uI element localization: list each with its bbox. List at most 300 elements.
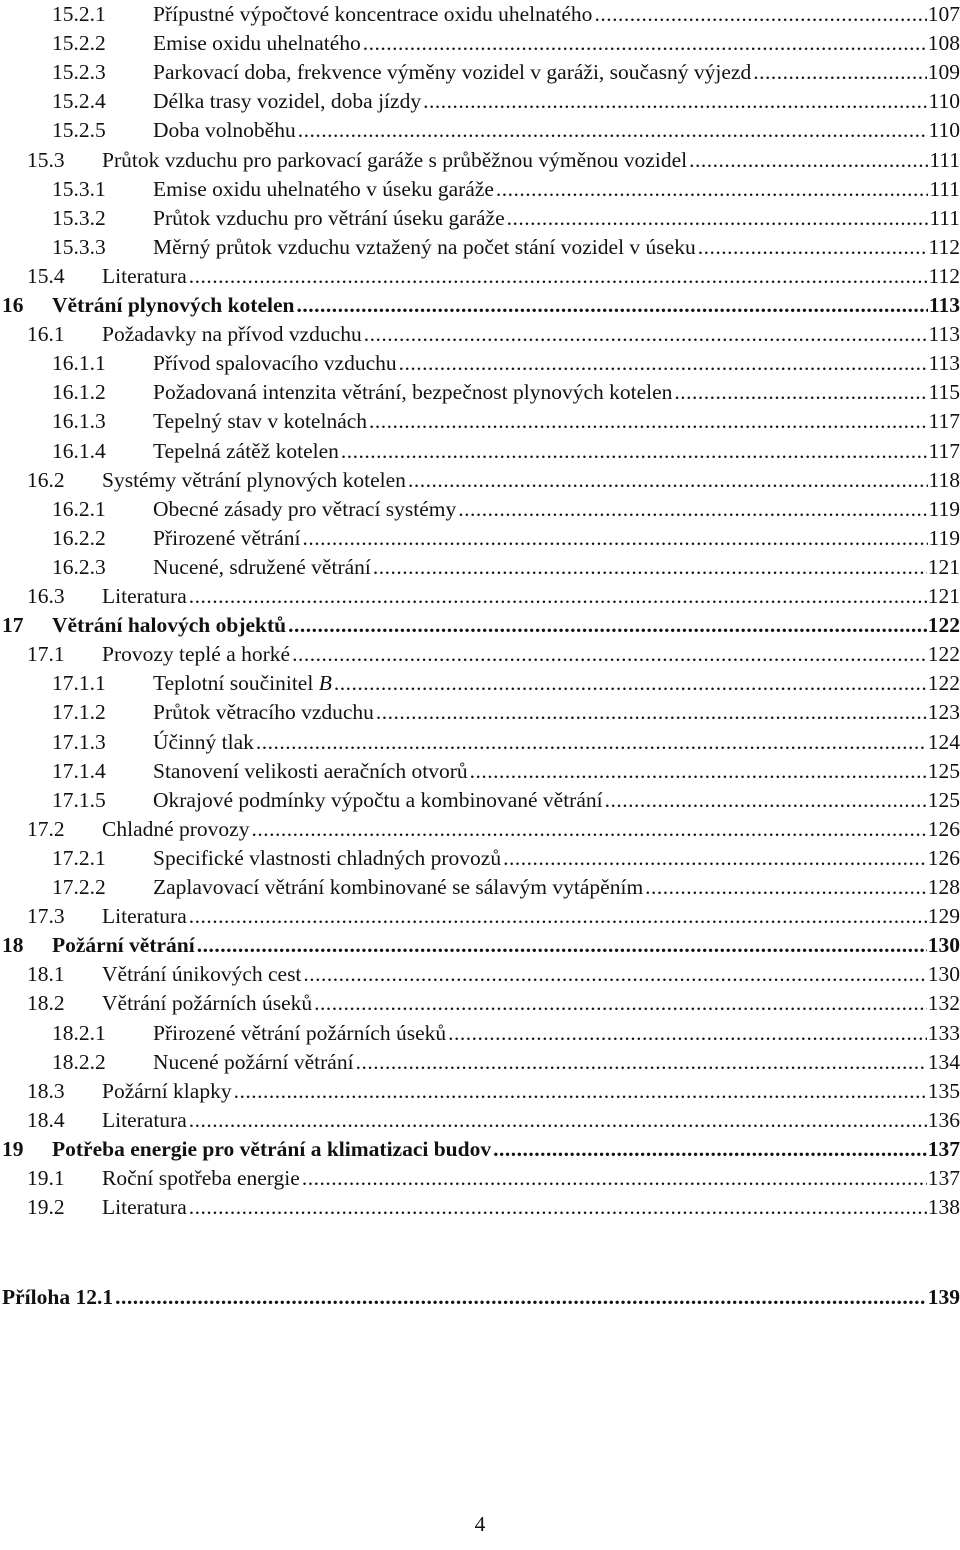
toc-entry[interactable] [0,87,960,116]
toc-entry-page: 118 [928,467,960,492]
dot-leader [339,437,928,466]
toc-entry-title [153,175,494,204]
toc-entry-page: 109 [927,60,960,85]
toc-entry-body [153,0,960,29]
dot-leader [603,786,927,815]
toc-entry[interactable] [0,1193,960,1222]
toc-entry-page: 125 [927,787,960,812]
toc-entry-page: 130 [927,933,960,958]
toc-entry-title [153,728,254,757]
dot-leader [406,466,928,495]
toc-entry-number: 17.1.4 [52,758,106,783]
toc-entry-title-text: Specifické vlastnosti chladných provozů [153,845,502,870]
toc-entry-page: 128 [927,875,960,899]
toc-entry-title-text: Průtok vzduchu pro parkovací garáže s průběžnou výměnou vozidel [102,147,688,172]
toc-entry-title [102,815,249,844]
toc-entry[interactable] [0,1048,960,1077]
toc-entry-title [52,931,195,960]
toc-entry[interactable] [0,1106,960,1135]
toc-entry-body [102,1164,960,1193]
toc-entry-number: 17.1.2 [52,700,106,725]
toc-entry-title [153,669,332,698]
toc-entry-title [153,378,672,407]
toc-entry-page: 112 [928,234,960,259]
dot-leader [354,1048,927,1077]
toc-entry-number: 15.3.1 [52,176,106,201]
toc-entry[interactable] [0,320,960,349]
toc-entry-title-text: Přípustné výpočtové koncentrace oxidu uhelnatého [153,2,593,26]
toc-entry-page: 126 [927,816,960,841]
dot-leader [332,669,927,698]
toc-entry-title [153,116,296,145]
toc-entry-body [153,1019,960,1048]
toc-entry-body [52,1135,960,1164]
toc-entry[interactable] [0,728,960,757]
toc-entry-number: 18.2.1 [52,1020,106,1045]
toc-entry-page: 121 [927,554,960,579]
toc-entry[interactable] [0,611,960,640]
toc-entry-title-text: Chladné provozy [102,816,250,841]
toc-entry-title-text: Systémy větrání plynových kotelen [102,467,406,492]
toc-entry-page: 135 [927,1078,960,1103]
toc-entry-title [153,1048,354,1077]
toc-entry-number: 16.2 [27,467,65,492]
toc-entry-page: 130 [927,962,960,987]
dot-leader [294,291,927,320]
toc-entry-body [153,524,960,553]
toc-entry-page: 137 [927,1136,960,1161]
toc-entry-title [102,989,312,1018]
toc-entry-title [153,844,501,873]
toc-entry-body [52,611,960,640]
toc-entry-title [153,29,361,58]
toc-entry-title-text: Parkovací doba, frekvence výměny vozidel v garáži, současný výjezd [153,60,752,85]
toc-entry-number: 16.1.2 [52,380,106,405]
toc-entry-page: 139 [927,1285,960,1309]
toc-entry-title-text: Nucené požární větrání [153,1049,354,1074]
toc-entry-number: 18.1 [27,962,65,987]
toc-entry-page: 111 [929,176,960,201]
toc-entry-title [102,902,187,931]
toc-entry-number: 17.1.5 [52,787,106,812]
toc-entry-body [102,262,960,291]
toc-entry-page: 115 [928,380,960,405]
dot-leader [286,611,927,640]
toc-entry-title [52,611,286,640]
toc-entry[interactable] [0,58,960,87]
toc-entry[interactable] [0,1019,960,1048]
toc-entry-title-text: Potřeba energie pro větrání a klimatizaci budov [52,1136,492,1161]
toc-entry-title-text: Větrání požárních úseků [102,991,313,1016]
toc-entry-number: 16.2.3 [52,554,106,579]
toc-entry-number: 17.1.3 [52,729,106,754]
toc-entry-page: 111 [929,147,960,172]
toc-entry-number: 17.2 [27,816,65,841]
toc-entry[interactable] [0,407,960,436]
toc-entry-title [102,960,301,989]
toc-entry-title-text: Emise oxidu uhelnatého v úseku garáže [153,176,494,201]
dot-leader [371,553,927,582]
toc-entry-title-text: Přívod spalovacího vzduchu [153,351,397,376]
toc-entry[interactable] [0,989,960,1018]
toc-entry-title-text: Příloha 12.1 [2,1285,114,1309]
toc-entry[interactable] [0,669,960,698]
toc-entry-body [153,669,960,698]
toc-entry-title [102,146,687,175]
toc-entry-number: 17.2.2 [52,875,106,899]
dot-leader [300,1164,927,1193]
toc-entry[interactable] [0,175,960,204]
toc-entry[interactable] [0,1164,960,1193]
toc-entry-body [153,407,960,436]
toc-entry-number: 18.4 [27,1107,65,1132]
toc-entry[interactable] [0,553,960,582]
dot-leader [696,233,928,262]
toc-entry-title [153,698,374,727]
toc-entry-body [153,757,960,786]
toc-entry-page: 123 [927,700,960,725]
toc-entry-body [102,146,960,175]
toc-entry-body [102,1106,960,1135]
toc-entry-body [153,349,960,378]
toc-entry-title [153,495,456,524]
toc-entry-body [153,873,960,902]
toc-entry-title [102,320,362,349]
toc-entry-number: 15.3.2 [52,205,106,230]
toc-entry-title [102,1106,187,1135]
toc-entry-body [153,204,960,233]
toc-entry-title-text: Roční spotřeba energie [102,1166,300,1190]
toc-entry-number: 17.3 [27,904,65,929]
toc-entry-body [153,437,960,466]
toc-entry-page: 111 [929,205,960,230]
toc-entry-body [153,495,960,524]
toc-entry-title-text: Literatura [102,263,187,288]
toc-entry-body [102,582,960,611]
dot-leader [643,873,927,902]
toc-entry-page: 119 [928,496,960,521]
toc-entry-body [52,931,960,960]
toc-entry-page: 108 [927,31,960,56]
dot-leader [672,378,927,407]
toc-entry-page: 122 [927,642,960,667]
toc-entry-title-text: Teplotní součinitel [153,671,314,696]
toc-entry-number: 16.1.4 [52,438,106,463]
toc-entry-number: 16.2.2 [52,525,106,550]
toc-entry-title [52,1135,491,1164]
toc-entry-title [153,407,367,436]
toc-entry-number: 19.1 [27,1166,65,1190]
toc-entry-page: 110 [928,89,960,114]
toc-entry-title [153,87,421,116]
toc-entry[interactable] [0,291,960,320]
toc-entry-title [153,204,505,233]
toc-entry-title-text: Průtok vzduchu pro větrání úseku garáže [153,205,505,230]
toc-entry-body [102,1077,960,1106]
toc-entry-title-text: Literatura [102,1107,187,1132]
dot-leader [592,0,926,29]
toc-entry-page: 134 [927,1049,960,1074]
dot-leader [300,524,927,553]
toc-entry[interactable] [0,204,960,233]
toc-entry-body [2,1283,960,1312]
toc-entry[interactable] [0,1135,960,1164]
toc-entry[interactable] [0,640,960,669]
toc-entry-number: 18 [2,933,24,958]
toc-entry-title [153,349,397,378]
toc-entry[interactable] [0,495,960,524]
dot-leader [491,1135,927,1164]
toc-entry-title [153,873,643,902]
toc-entry-number: 15.4 [27,263,65,288]
dot-leader [446,1019,927,1048]
toc-entry-body [153,553,960,582]
dot-leader [362,320,928,349]
toc-entry[interactable] [0,378,960,407]
toc-entry-page: 129 [927,904,960,929]
toc-entry-body [153,29,960,58]
toc-entry[interactable] [0,0,960,29]
toc-entry-title-text: Nucené, sdružené větrání [153,554,371,579]
toc-entry-number: 15.2.4 [52,89,106,114]
dot-leader [187,902,927,931]
toc-entry-page: 121 [927,584,960,608]
toc-entry[interactable] [0,844,960,873]
toc-entry[interactable] [0,902,960,931]
toc-entry[interactable] [0,146,960,175]
toc-entry-body [153,378,960,407]
toc-entry-title-text: Požadovaná intenzita větrání, bezpečnost plynových kotelen [153,380,673,405]
toc-entry-number: 15.3 [27,147,65,172]
toc-entry-title [102,466,406,495]
toc-entry-page: 137 [927,1166,960,1190]
toc-entry-title [153,524,300,553]
toc-entry-title [153,437,339,466]
toc-entry-body [102,320,960,349]
dot-leader [249,815,926,844]
toc-entry-number: 15.2.2 [52,31,106,56]
toc-entry[interactable] [0,582,960,611]
toc-entry[interactable] [0,262,960,291]
toc-entry-title [102,1077,232,1106]
toc-entry-title [153,553,371,582]
toc-entry-number: 15.2.1 [52,2,106,26]
toc-entry-body [153,844,960,873]
toc-entry-title-text: Přirozené větrání požárních úseků [153,1020,447,1045]
toc-entry[interactable] [0,960,960,989]
toc-entry[interactable] [0,786,960,815]
toc-entry-title-text: Délka trasy vozidel, doba jízdy [153,89,422,114]
toc-entry-title-text: Měrný průtok vzduchu vztažený na počet stání vozidel v úseku [153,234,696,259]
toc-entry-number: 16.1.3 [52,409,106,434]
toc-entry-page: 124 [927,729,960,754]
toc-entry-title-text: Tepelný stav v kotelnách [153,409,368,434]
toc-entry-body [153,175,960,204]
toc-entry[interactable] [0,757,960,786]
toc-entry-title [2,1283,113,1312]
toc-entry-page: 113 [928,293,960,317]
toc-entry[interactable] [0,524,960,553]
toc-entry-page: 125 [927,758,960,783]
toc-entry-title-text: Okrajové podmínky výpočtu a kombinované větrání [153,787,603,812]
toc-entry-number: 18.2 [27,991,65,1016]
toc-entry-title-text: Tepelná zátěž kotelen [153,438,339,463]
toc-entry-title-text: Účinný tlak [153,729,254,754]
dot-leader [254,728,927,757]
toc-entry-body [153,87,960,116]
toc-entry[interactable] [0,29,960,58]
toc-entry-body [153,1048,960,1077]
toc-entry-title-text: Větrání plynových kotelen [52,293,295,317]
toc-entry[interactable] [0,437,960,466]
dot-leader [187,1193,927,1222]
toc-entry-title-text: Literatura [102,584,187,608]
dot-leader [195,931,927,960]
toc-entry-title [102,640,290,669]
dot-leader [187,1106,927,1135]
toc-entry-title-text: Větrání únikových cest [102,962,302,987]
dot-leader [361,29,927,58]
toc-entry-number: 16 [2,293,24,317]
toc-entry-title [52,291,294,320]
dot-leader [374,698,927,727]
toc-entry-title-text: Přirozené větrání [153,525,301,550]
toc-entry-number: 15.3.3 [52,234,106,259]
toc-entry-number: 17.2.1 [52,845,106,870]
toc-entry-title-text: Požadavky na přívod vzduchu [102,322,362,347]
toc-entry-page: 126 [927,845,960,870]
dot-leader [367,407,928,436]
toc-entry-page: 133 [927,1020,960,1045]
toc-entry-number: 18.2.2 [52,1049,106,1074]
toc-entry-appendix[interactable] [0,1283,960,1312]
toc-entry[interactable] [0,931,960,960]
toc-entry-title-text: Literatura [102,1195,187,1220]
toc-entry-page: 117 [928,438,960,463]
toc-entry-body [102,466,960,495]
dot-leader [687,146,928,175]
dot-leader [501,844,927,873]
toc-entry-page: 110 [928,118,960,143]
toc-entry-title [153,1019,446,1048]
toc-entry-body [153,698,960,727]
toc-entry[interactable] [0,698,960,727]
toc-entry[interactable] [0,815,960,844]
dot-leader [296,116,928,145]
toc-entry-body [52,291,960,320]
toc-entry-body [153,233,960,262]
toc-entry-title-text: Provozy teplé a horké [102,642,291,667]
toc-entry-page: 113 [928,322,960,347]
dot-leader [290,640,927,669]
toc-entry-body [102,902,960,931]
toc-entry-number: 16.2.1 [52,496,106,521]
toc-entry-title-text: Stanovení velikosti aeračních otvorů [153,758,468,783]
toc-entry-title [102,1193,187,1222]
toc-entry-number: 17 [2,613,24,638]
dot-leader [397,349,928,378]
toc-entry-title-text: Zaplavovací větrání kombinované se sálavým vytápěním [153,875,644,899]
dot-leader [113,1283,927,1312]
toc-entry-body [153,786,960,815]
toc-entry-body [102,960,960,989]
toc-entry-title [153,233,696,262]
toc-entry-page: 138 [927,1195,960,1220]
toc-entry-page: 112 [928,263,960,288]
toc-entry[interactable] [0,116,960,145]
toc-entry-body [153,116,960,145]
toc-entry-body [102,1193,960,1222]
page-number: 4 [474,1512,486,1536]
toc-entry[interactable] [0,873,960,902]
toc-entry-number: 17.1.1 [52,671,106,696]
toc-entry-page: 136 [927,1107,960,1132]
toc-entry-number: 16.1.1 [52,351,106,376]
toc-entry-page: 122 [927,613,960,638]
toc-entry-title-text: Průtok větracího vzduchu [153,700,374,725]
toc-entry-title [153,757,468,786]
dot-leader [232,1077,927,1106]
toc-entry-title [102,582,187,611]
toc-entry-body [102,815,960,844]
toc-entry-title [153,58,751,87]
toc-entry-number: 18.3 [27,1078,65,1103]
toc-entry-number: 17.1 [27,642,65,667]
dot-leader [301,960,926,989]
toc-entry-title-text: Doba volnoběhu [153,118,296,143]
toc-entry[interactable] [0,1077,960,1106]
toc-entry-body [102,640,960,669]
toc-entry[interactable] [0,466,960,495]
toc-entry-page: 107 [927,2,960,26]
toc-entry-number: 16.1 [27,322,65,347]
toc-entry-number: 15.2.5 [52,118,106,143]
toc-entry-number: 16.3 [27,584,65,608]
toc-entry-page: 117 [928,409,960,434]
dot-leader [312,989,927,1018]
toc-entry-title-text: Požární větrání [52,933,195,958]
toc-entry[interactable] [0,349,960,378]
dot-leader [456,495,927,524]
toc-entry-number: 15.2.3 [52,60,106,85]
dot-leader [505,204,929,233]
toc-entry-title-text: Emise oxidu uhelnatého [153,31,361,56]
dot-leader [421,87,927,116]
dot-leader [468,757,927,786]
toc-entry-page: 122 [927,671,960,696]
toc-entry-body [102,989,960,1018]
toc-entry-title-text: Obecné zásady pro větrací systémy [153,496,457,521]
toc-entry-number: 19.2 [27,1195,65,1220]
toc-entry-title-text: Větrání halových objektů [52,613,287,638]
toc-entry-title-text: Literatura [102,904,187,929]
toc-entry-title-variable: B [318,671,332,696]
toc-entry-title [153,0,592,29]
dot-leader [187,262,928,291]
dot-leader [187,582,927,611]
toc-entry-title [153,786,603,815]
dot-leader [751,58,927,87]
toc-entry-title [102,1164,300,1193]
toc-entry-page: 119 [928,525,960,550]
toc-entry-page: 113 [928,351,960,376]
toc-entry-body [153,728,960,757]
toc-entry-number: 19 [2,1136,24,1161]
toc-entry-page: 132 [927,991,960,1016]
toc-entry[interactable] [0,233,960,262]
dot-leader [494,175,928,204]
toc-entry-body [153,58,960,87]
